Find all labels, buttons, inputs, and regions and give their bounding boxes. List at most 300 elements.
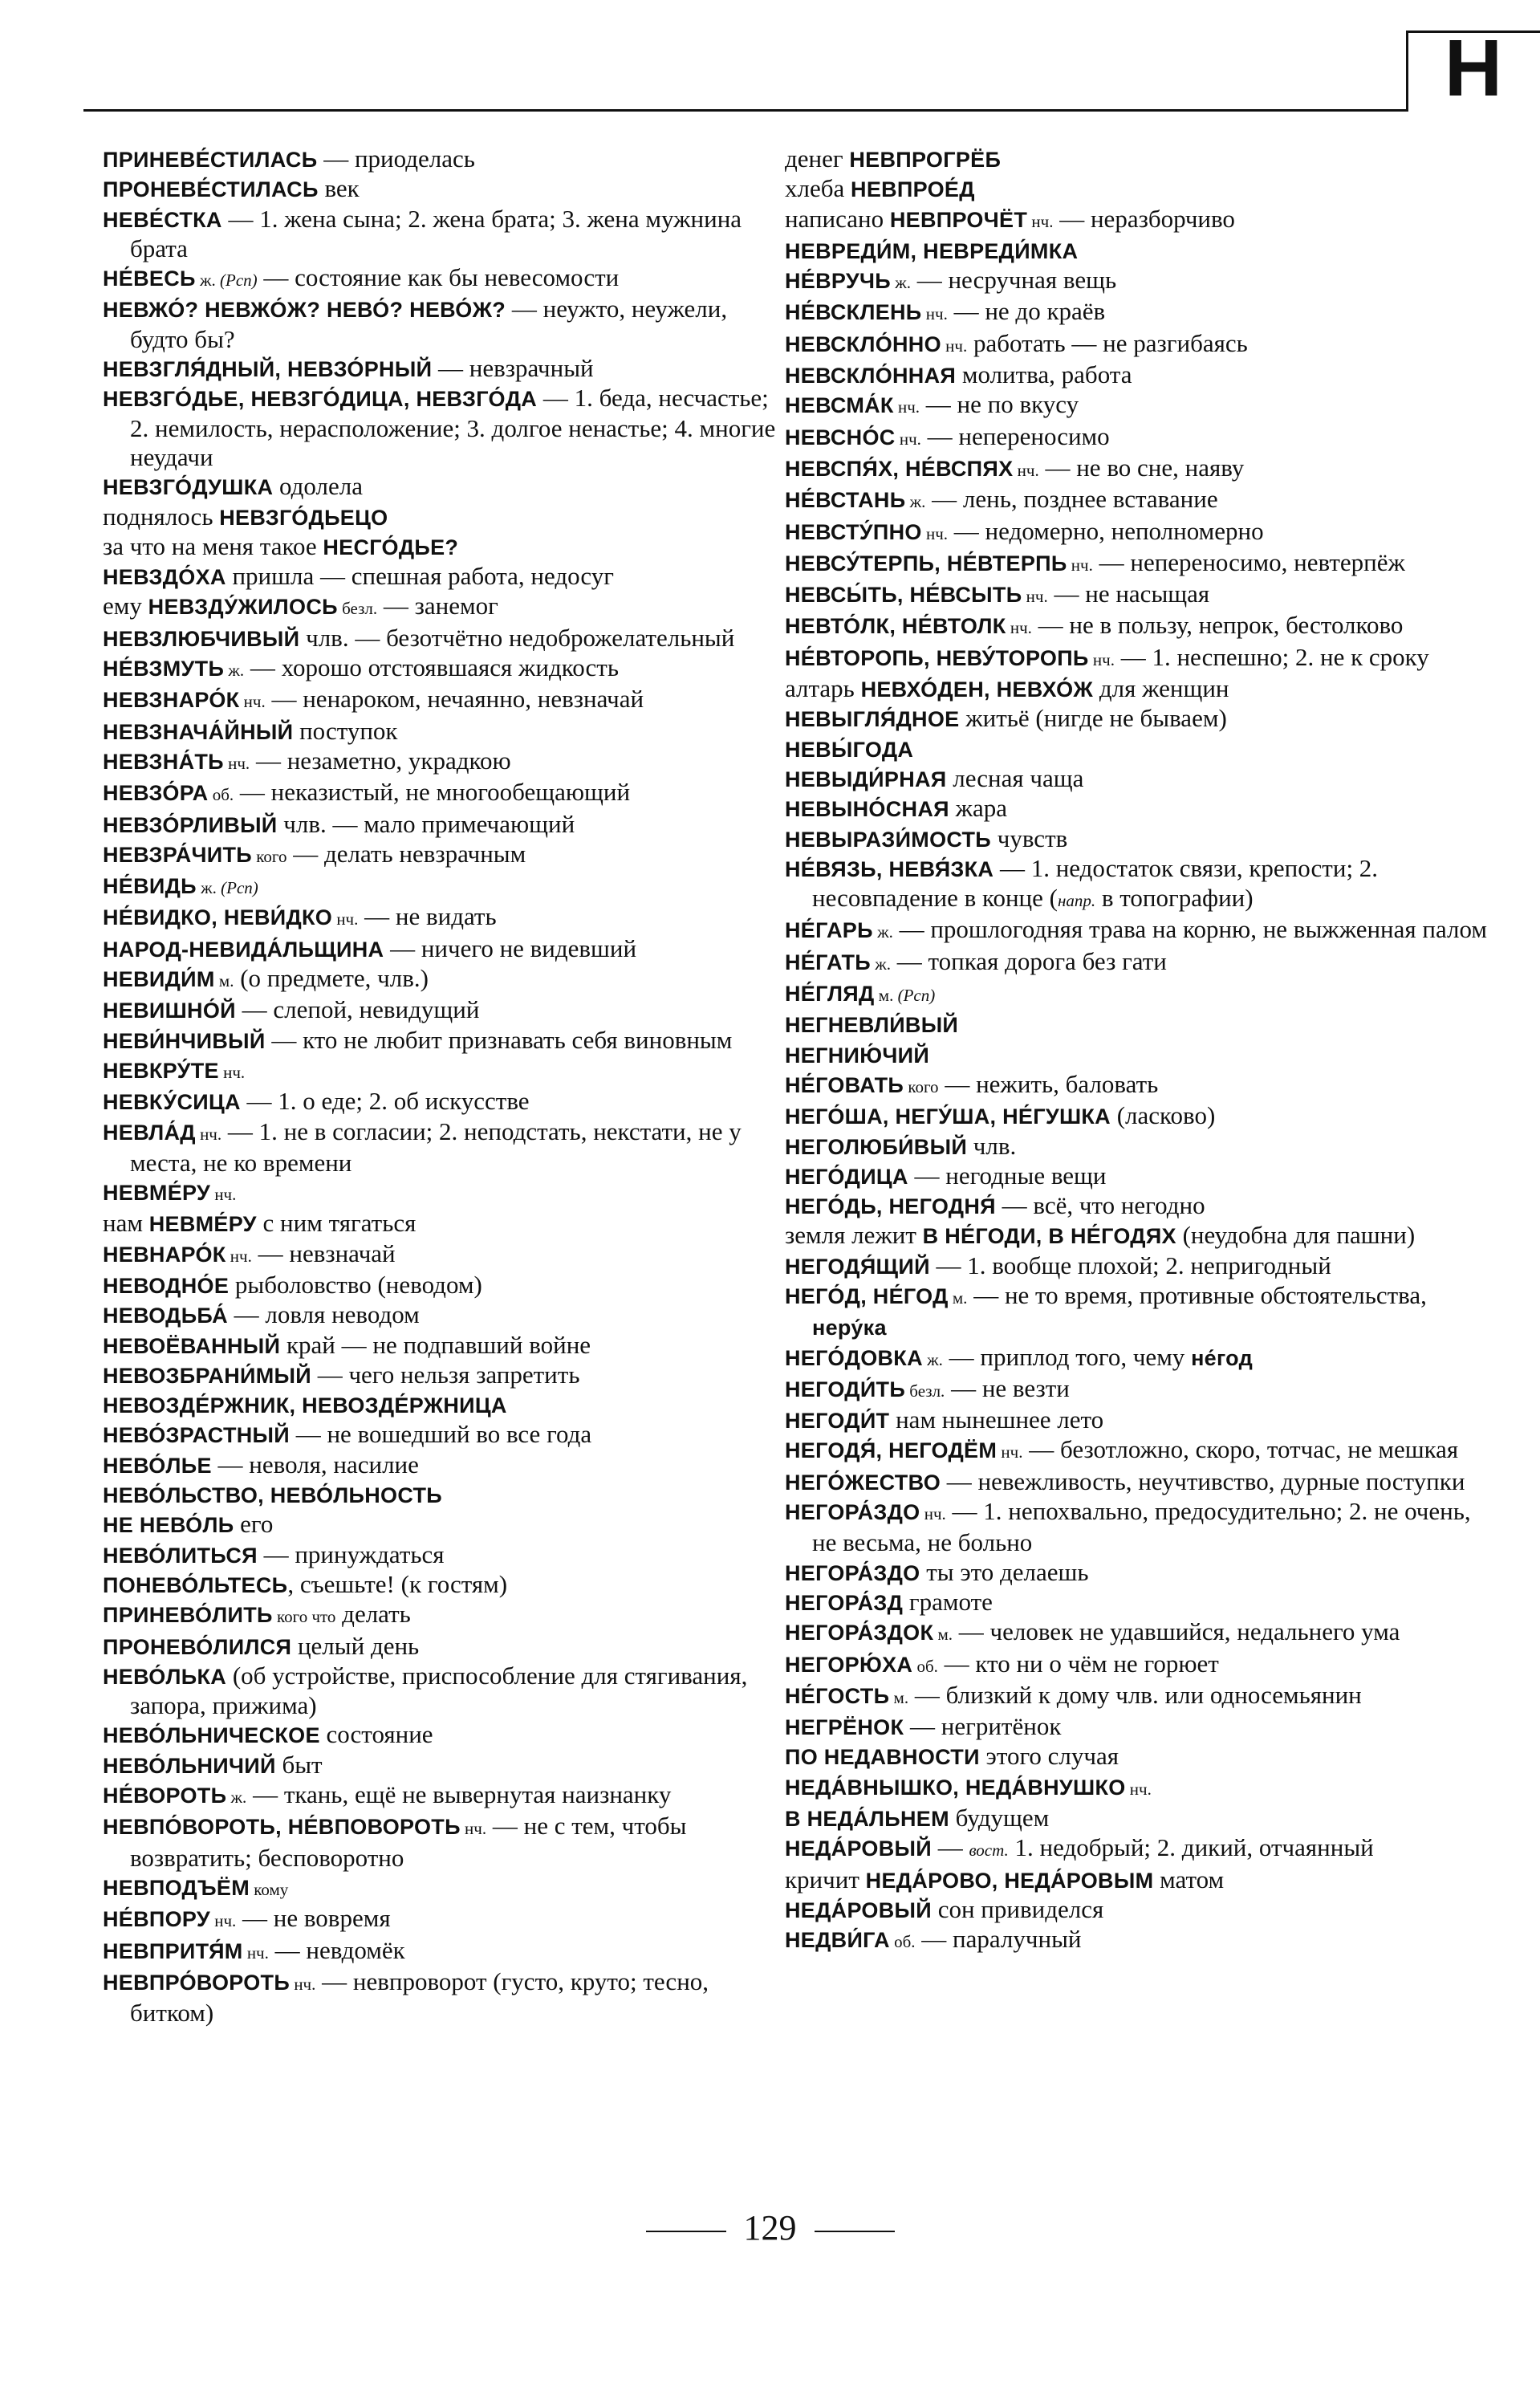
dictionary-entry bbox=[103, 1271, 777, 1300]
headword: НЕВЗО́РЛИВЫЙ bbox=[103, 812, 278, 837]
headword: НЕВОЗДЕ́РЖНИК, НЕВОЗДЕ́РЖНИЦА bbox=[103, 1393, 507, 1418]
headword: НЕВПРИТЯ́М bbox=[103, 1938, 243, 1963]
page-number: 129 bbox=[743, 2208, 797, 2247]
dictionary-entry bbox=[785, 854, 1491, 916]
headword: НЕГО́ДЬ, НЕГОДНЯ́ bbox=[785, 1194, 996, 1219]
dictionary-entry bbox=[103, 1873, 777, 1904]
dictionary-entry bbox=[103, 1300, 777, 1330]
definition-text: — неказистый, не многообещающий bbox=[234, 778, 631, 807]
dictionary-entry bbox=[785, 236, 1491, 266]
dictionary-entry bbox=[785, 454, 1491, 485]
dictionary-entry bbox=[103, 532, 777, 562]
grammar-label: нч. bbox=[1125, 1779, 1152, 1799]
right-column bbox=[785, 144, 1491, 1957]
definition-text: — нежить, баловать bbox=[938, 1069, 1159, 1098]
definition-text: одолела bbox=[273, 472, 363, 501]
definition-text: — невпроворот (густо, круто; тесно, битком) bbox=[130, 1967, 709, 2028]
headword: НЕГНЕВЛИ́ВЫЙ bbox=[785, 1013, 959, 1038]
definition-text: — не вовремя bbox=[236, 1904, 391, 1933]
definition-text: — 1. о еде; 2. об искусстве bbox=[240, 1087, 530, 1116]
dictionary-entry bbox=[103, 174, 777, 204]
definition-text: будущем bbox=[949, 1804, 1050, 1832]
grammar-label: м. bbox=[933, 1625, 953, 1645]
headword: НЕВЗНАЧА́ЙНЫЙ bbox=[103, 719, 294, 744]
headword: НЕДА́РОВЫЙ bbox=[785, 1837, 932, 1861]
dictionary-entry bbox=[103, 144, 777, 174]
definition-text: алтарь bbox=[785, 674, 861, 703]
dictionary-entry bbox=[785, 1101, 1491, 1131]
headword: НЕ́ВПОРУ bbox=[103, 1907, 210, 1932]
dictionary-entry bbox=[103, 1361, 777, 1390]
definition-text: — слепой, невидущий bbox=[235, 995, 480, 1024]
dictionary-entry bbox=[785, 517, 1491, 548]
definition-text: — ничего не видевший bbox=[384, 934, 637, 962]
grammar-label: ж. bbox=[195, 270, 216, 291]
headword: В НЕ́ГОДИ, В НЕ́ГОДЯХ bbox=[922, 1224, 1176, 1249]
headword: НЕВМЕ́РУ bbox=[103, 1181, 211, 1206]
dictionary-entry bbox=[785, 1281, 1491, 1343]
grammar-label: нч. bbox=[997, 1442, 1023, 1462]
headword: НЕВЗНАРО́К bbox=[103, 688, 240, 713]
headword: НЕВЫ́ГОДА bbox=[785, 737, 914, 762]
definition-text: — негодные вещи bbox=[908, 1161, 1107, 1190]
dictionary-entry bbox=[785, 174, 1491, 204]
definition-text: — не в пользу, непрок, бестолково bbox=[1031, 611, 1404, 640]
headword: НЕВО́ЛЬНИЧЕСКОЕ bbox=[103, 1723, 320, 1748]
definition-text: — невежливость, неучтивство, дурные поступки bbox=[941, 1466, 1465, 1495]
dictionary-entry bbox=[103, 1967, 777, 2028]
headword: НЕВЫГЛЯ́ДНОЕ bbox=[785, 707, 960, 732]
dictionary-entry bbox=[785, 266, 1491, 297]
grammar-label: ж. bbox=[905, 492, 926, 512]
headword: НЕВСКЛО́ННАЯ bbox=[785, 364, 957, 388]
headword: НЕВСНО́С bbox=[785, 425, 896, 449]
headword: НЕВЕ́СТКА bbox=[103, 207, 222, 232]
headword: НЕВЗДО́ХА bbox=[103, 565, 226, 590]
definition-text: с ним тягаться bbox=[256, 1209, 416, 1238]
headword: НЕГНИЮ́ЧИЙ bbox=[785, 1043, 930, 1068]
grammar-label: нч. bbox=[195, 1124, 222, 1144]
dictionary-entry bbox=[103, 1812, 777, 1873]
headword: НЕ́ВИДЬ bbox=[103, 874, 197, 899]
definition-text: написано bbox=[785, 204, 890, 233]
headword: ПОНЕВО́ЛЬТЕСЬ bbox=[103, 1572, 288, 1597]
headword: НЕВЫНО́СНАЯ bbox=[785, 797, 949, 822]
definition-text: хлеба bbox=[785, 174, 851, 203]
definition-text: — кто ни о чём не горюет bbox=[937, 1649, 1219, 1678]
definition-text: кричит bbox=[785, 1865, 866, 1893]
dictionary-entry bbox=[103, 1331, 777, 1361]
grammar-label: нч. bbox=[242, 1942, 269, 1963]
headword: НЕ́ВОРОТЬ bbox=[103, 1784, 227, 1808]
dictionary-entry bbox=[103, 1600, 777, 1631]
definition-text: поступок bbox=[293, 716, 398, 745]
dictionary-entry bbox=[785, 611, 1491, 642]
definition-text: — невзрачный bbox=[432, 354, 594, 383]
dictionary-entry bbox=[785, 794, 1491, 824]
headword: НЕВО́ЛЬКА bbox=[103, 1664, 227, 1689]
dictionary-entry bbox=[785, 978, 1491, 1010]
headword: НЕВЖО́? НЕВЖО́Ж? НЕВО́? НЕВО́Ж? bbox=[103, 298, 506, 323]
dictionary-entry bbox=[103, 502, 777, 532]
definition-text: — 1. жена сына; 2. жена брата; 3. жена мужнина брата bbox=[130, 204, 742, 262]
dictionary-entry bbox=[103, 1390, 777, 1420]
grammar-label: нч. bbox=[921, 523, 949, 543]
grammar-label: м. bbox=[948, 1287, 968, 1308]
definition-text: — хорошо отстоявшаяся жидкость bbox=[244, 653, 619, 682]
dictionary-entry bbox=[785, 734, 1491, 764]
source-label: (Рсп) bbox=[893, 986, 936, 1006]
grammar-label: об. bbox=[208, 785, 234, 805]
definition-text: матом bbox=[1153, 1865, 1225, 1893]
dictionary-entry bbox=[785, 1435, 1491, 1466]
definition-text: за что на меня такое bbox=[103, 531, 323, 560]
dictionary-entry bbox=[785, 205, 1491, 236]
headword: не́год bbox=[1191, 1345, 1254, 1370]
headword: ПРИНЕВО́ЛИТЬ bbox=[103, 1603, 273, 1628]
grammar-label: нч. bbox=[332, 909, 359, 929]
dictionary-entry bbox=[785, 1343, 1491, 1374]
dictionary-entry bbox=[785, 704, 1491, 734]
dictionary-entry bbox=[785, 390, 1491, 421]
definition-text: чувств bbox=[991, 824, 1068, 852]
grammar-label: нч. bbox=[226, 1246, 252, 1266]
headword: НЕВЫДИ́РНАЯ bbox=[785, 767, 947, 791]
dictionary-entry bbox=[103, 1780, 777, 1812]
dictionary-entry bbox=[785, 1405, 1491, 1435]
grammar-label: нч. bbox=[209, 1911, 237, 1931]
definition-text: — неразборчиво bbox=[1053, 204, 1235, 233]
dictionary-entry bbox=[785, 1010, 1491, 1039]
headword: НЕВРЕДИ́М, НЕВРЕДИ́МКА bbox=[785, 238, 1079, 263]
grammar-label: нч. bbox=[290, 1974, 316, 1994]
dictionary-entry bbox=[103, 778, 777, 809]
dictionary-entry bbox=[103, 995, 777, 1025]
dictionary-entry bbox=[785, 297, 1491, 328]
dictionary-entry bbox=[103, 1662, 777, 1721]
grammar-label: кого bbox=[251, 846, 287, 866]
dictionary-entry bbox=[103, 1540, 777, 1570]
headword: НЕГО́ДОВКА bbox=[785, 1345, 923, 1370]
definition-text: — принуждаться bbox=[257, 1540, 445, 1568]
headword: НЕВЗГЛЯ́ДНЫЙ, НЕВЗО́РНЫЙ bbox=[103, 357, 433, 382]
headword: НЕ́ВЯЗЬ, НЕВЯ́ЗКА bbox=[785, 856, 994, 881]
definition-text: сон привиделся bbox=[931, 1894, 1104, 1923]
grammar-label: нч. bbox=[895, 429, 921, 449]
grammar-label: м. bbox=[214, 971, 234, 991]
grammar-label: нч. bbox=[893, 397, 920, 417]
dictionary-entry bbox=[785, 1925, 1491, 1956]
definition-text: — непереносимо, невтерпёж bbox=[1092, 547, 1405, 576]
headword: НЕ́ВРУЧЬ bbox=[785, 269, 891, 294]
grammar-label: ж. bbox=[196, 878, 217, 898]
headword: НЕГО́Д, НЕ́ГОД bbox=[785, 1283, 949, 1308]
definition-text: — топкая дорога без гати bbox=[890, 946, 1167, 975]
section-letter: Н bbox=[1444, 23, 1503, 113]
headword: НЕДА́РОВО, НЕДА́РОВЫМ bbox=[865, 1868, 1154, 1893]
grammar-label: нч. bbox=[921, 304, 948, 324]
dictionary-entry bbox=[103, 592, 777, 623]
grammar-label: об. bbox=[912, 1656, 938, 1676]
definition-text: — приплод того, чему bbox=[942, 1342, 1192, 1371]
headword: НЕВИШНО́Й bbox=[103, 999, 236, 1023]
dictionary-entry bbox=[103, 1087, 777, 1117]
definition-text: состояние bbox=[319, 1720, 433, 1749]
definition-text: для женщин bbox=[1093, 674, 1229, 703]
headword: НЕВЗГО́ДЬЕЦО bbox=[219, 505, 388, 530]
dictionary-entry bbox=[785, 144, 1491, 174]
definition-text: его bbox=[234, 1510, 274, 1539]
definition-text: — непереносимо bbox=[920, 421, 1110, 450]
grammar-label: нч. bbox=[223, 753, 250, 773]
definition-text: ему bbox=[103, 592, 148, 620]
definition-text: — близкий к дому члв. или односемьянин bbox=[908, 1680, 1362, 1709]
headword: ПРОНЕВО́ЛИЛСЯ bbox=[103, 1634, 292, 1659]
headword: НЕВО́ЗРАСТНЫЙ bbox=[103, 1423, 290, 1448]
headword: ПРИНЕВЕ́СТИЛАСЬ bbox=[103, 148, 318, 172]
headword: НЕГОДЯ́, НЕГОДЁМ bbox=[785, 1438, 998, 1463]
headword: НЕВЫРАЗИ́МОСТЬ bbox=[785, 827, 992, 852]
definition-text: земля лежит bbox=[785, 1221, 923, 1250]
definition-text: молитва, работа bbox=[956, 360, 1132, 389]
definition-text: — несручная вещь bbox=[910, 266, 1117, 295]
headword: НЕВО́ЛИТЬСЯ bbox=[103, 1543, 258, 1568]
dictionary-entry bbox=[785, 1374, 1491, 1405]
definition-text: пришла — спешная работа, недосуг bbox=[226, 562, 614, 591]
dictionary-entry bbox=[103, 1720, 777, 1750]
definition-text: — не насыщая bbox=[1047, 580, 1210, 608]
headword: НЕВЗО́РА bbox=[103, 781, 209, 806]
dictionary-entry bbox=[103, 717, 777, 746]
definition-text: ты это делаешь bbox=[920, 1557, 1089, 1586]
definition-text: — прошлогодняя трава на корню, не выжженная палом bbox=[892, 915, 1488, 944]
headword: НЕВПРОЕ́Д bbox=[851, 177, 975, 202]
headword: НЕВЗНА́ТЬ bbox=[103, 749, 224, 774]
source-label: (Рсп) bbox=[215, 270, 258, 291]
dictionary-entry bbox=[785, 1772, 1491, 1804]
headword: НЕГРЁНОК bbox=[785, 1715, 904, 1740]
headword: НЕВКУ́СИЦА bbox=[103, 1090, 241, 1115]
grammar-label: об. bbox=[889, 1932, 916, 1952]
definition-text: (об устройстве, приспособление для стягивания, запора, прижима) bbox=[130, 1661, 748, 1720]
headword: НЕВОДНО́Е bbox=[103, 1273, 230, 1298]
left-column bbox=[103, 144, 777, 2028]
headword: В НЕДА́ЛЬНЕМ bbox=[785, 1807, 949, 1832]
dictionary-entry bbox=[785, 548, 1491, 580]
headword: НЕ́ВЕСЬ bbox=[103, 266, 196, 291]
dictionary-entry bbox=[103, 1510, 777, 1540]
dictionary-entry bbox=[785, 764, 1491, 794]
definition-text: — ткань, ещё не вывернутая наизнанку bbox=[246, 1780, 672, 1809]
headword: НЕВСУ́ТЕРПЬ, НЕ́ВТЕРПЬ bbox=[785, 551, 1067, 576]
definition-text: — 1. неспешно; 2. не к сроку bbox=[1114, 642, 1429, 671]
dictionary-entry bbox=[785, 485, 1491, 516]
headword: НЕВМЕ́РУ bbox=[148, 1212, 257, 1237]
definition-text: край — не подпавший войне bbox=[280, 1330, 591, 1359]
headword: НЕДВИ́ГА bbox=[785, 1928, 890, 1953]
headword: НЕВОДЬБА́ bbox=[103, 1304, 228, 1328]
dictionary-entry bbox=[785, 1742, 1491, 1771]
headword: НЕГОДЯ́ЩИЙ bbox=[785, 1254, 930, 1279]
headword: НЕДА́РОВЫЙ bbox=[785, 1898, 932, 1922]
dictionary-entry bbox=[785, 643, 1491, 674]
dictionary-entry bbox=[785, 947, 1491, 978]
dictionary-entry bbox=[785, 1588, 1491, 1617]
grammar-label: нч. bbox=[1022, 587, 1048, 607]
grammar-label: безл. bbox=[337, 599, 378, 619]
grammar-label: нч. bbox=[1067, 555, 1093, 575]
dictionary-entry bbox=[103, 562, 777, 592]
headword: НЕГО́ША, НЕГУ́ША, НЕ́ГУШКА bbox=[785, 1104, 1111, 1129]
definition-text: (неудобна для пашни) bbox=[1176, 1221, 1416, 1250]
grammar-label: нч. bbox=[460, 1819, 487, 1839]
definition-text: — недомерно, неполномерно bbox=[948, 516, 1264, 545]
definition-text: денег bbox=[785, 144, 850, 173]
headword: НЕГО́ДИЦА bbox=[785, 1164, 908, 1189]
definition-text: — кто не любит признавать себя виновным bbox=[265, 1025, 733, 1054]
definition-text: — 1. не в согласии; 2. неподстать, некстати, не у места, не ко времени bbox=[130, 1117, 742, 1177]
dictionary-entry bbox=[785, 1497, 1491, 1558]
definition-text: этого случая bbox=[979, 1742, 1119, 1771]
headword: НЕГОРЮ́ХА bbox=[785, 1652, 913, 1677]
source-label: напр. bbox=[1057, 891, 1096, 911]
definition-text: — неужто, неужели, будто бы? bbox=[130, 295, 728, 353]
headword: НЕВТО́ЛК, НЕ́ВТОЛК bbox=[785, 614, 1006, 639]
dictionary-entry bbox=[785, 1221, 1491, 1251]
definition-text: члв. bbox=[967, 1131, 1017, 1160]
dictionary-entry bbox=[785, 1040, 1491, 1070]
source-label: (Рсп) bbox=[216, 878, 258, 898]
dictionary-entry bbox=[103, 205, 777, 264]
grammar-label: ж. bbox=[922, 1349, 943, 1369]
headword: НЕГОРА́ЗДО bbox=[785, 1500, 920, 1525]
headword: НЕДА́ВНЫШКО, НЕДА́ВНУШКО bbox=[785, 1775, 1126, 1800]
definition-text: — не вошедший во все года bbox=[289, 1420, 592, 1449]
headword: НЕВОЁВАННЫЙ bbox=[103, 1333, 281, 1358]
definition-text: — паралучный bbox=[915, 1925, 1082, 1954]
definition-text: (ласково) bbox=[1110, 1101, 1216, 1130]
headword: НЕВОЗБРАНИ́МЫЙ bbox=[103, 1363, 311, 1388]
dictionary-entry bbox=[103, 685, 777, 716]
headword: НЕ́ГАРЬ bbox=[785, 918, 873, 943]
dictionary-entry bbox=[785, 1804, 1491, 1833]
footer-dash-right bbox=[815, 2231, 895, 2232]
headword: НЕВО́ЛЬЕ bbox=[103, 1453, 212, 1478]
dictionary-entry bbox=[103, 1209, 777, 1239]
definition-text: — занемог bbox=[377, 592, 498, 620]
footer-dash-left bbox=[646, 2231, 726, 2232]
headword: НЕСГО́ДЬЕ? bbox=[323, 535, 459, 559]
headword: НЕВПОДЪЁМ bbox=[103, 1875, 250, 1900]
dictionary-entry bbox=[103, 1904, 777, 1935]
headword: НЕВПРОГРЁБ bbox=[849, 148, 1002, 172]
headword: НЕВЗГО́ДЬЕ, НЕВЗГО́ДИЦА, НЕВЗГО́ДА bbox=[103, 387, 538, 412]
definition-text: век bbox=[318, 174, 360, 203]
definition-text: грамоте bbox=[903, 1587, 993, 1616]
definition-text: — 1. беда, несчастье; 2. немилость, нерасположение; 3. долгое ненастье; 4. многие неудачи bbox=[130, 384, 776, 471]
headword: НЕВСЫ́ТЬ, НЕ́ВСЫТЬ bbox=[785, 583, 1022, 608]
headword: НЕВСПЯ́Х, НЕ́ВСПЯХ bbox=[785, 456, 1014, 481]
dictionary-entry bbox=[103, 384, 777, 472]
dictionary-entry bbox=[785, 1712, 1491, 1742]
grammar-label: безл. bbox=[905, 1381, 945, 1401]
dictionary-entry bbox=[103, 1480, 777, 1510]
definition-text: — ненароком, нечаянно, невзначай bbox=[265, 685, 644, 714]
dictionary-entry bbox=[785, 1251, 1491, 1281]
headword: НЕВЗДУ́ЖИЛОСЬ bbox=[148, 595, 338, 620]
headword: неру́ка bbox=[812, 1316, 887, 1340]
headword: НЕВЗЛЮБЧИВЫЙ bbox=[103, 626, 300, 651]
grammar-label: нч. bbox=[1013, 460, 1039, 480]
grammar-label: кого bbox=[904, 1076, 939, 1096]
headword: ПО НЕДАВНОСТИ bbox=[785, 1745, 980, 1770]
dictionary-entry bbox=[103, 746, 777, 778]
grammar-label: нч. bbox=[218, 1062, 246, 1082]
headword: НЕ́ВСКЛЕНЬ bbox=[785, 300, 922, 325]
dictionary-entry bbox=[103, 472, 777, 502]
definition-text: члв. — мало примечающий bbox=[277, 809, 575, 838]
headword: НЕВО́ЛЬСТВО, НЕВО́ЛЬНОСТЬ bbox=[103, 1483, 442, 1508]
dictionary-entry bbox=[103, 1751, 777, 1780]
headword: НЕВНАРО́К bbox=[103, 1242, 226, 1267]
dictionary-entry bbox=[785, 1467, 1491, 1497]
definition-text: — всё, что негодно bbox=[995, 1191, 1205, 1220]
dictionary-entry bbox=[785, 1070, 1491, 1101]
headword: НЕ́ГОВАТЬ bbox=[785, 1072, 904, 1097]
headword: НЕВХО́ДЕН, НЕВХО́Ж bbox=[860, 677, 1094, 702]
dictionary-entry bbox=[785, 915, 1491, 946]
headword: НЕВЛА́Д bbox=[103, 1120, 196, 1145]
headword: ПРОНЕВЕ́СТИЛАСЬ bbox=[103, 177, 319, 202]
dictionary-entry bbox=[785, 824, 1491, 854]
definition-text: — не с тем, чтобы возвратить; бесповоротно bbox=[130, 1812, 687, 1872]
headword: НЕГОДИ́ТЬ bbox=[785, 1377, 906, 1401]
definition-text: рыболовство (неводом) bbox=[229, 1270, 482, 1299]
headword: НЕГОДИ́Т bbox=[785, 1409, 890, 1434]
headword: НЕВПРОЧЁТ bbox=[889, 207, 1028, 232]
definition-text: , съешьте! (к гостям) bbox=[287, 1569, 508, 1598]
dictionary-entry bbox=[785, 674, 1491, 704]
dictionary-entry bbox=[103, 624, 777, 653]
definition-text: члв. — безотчётно недоброжелательный bbox=[299, 623, 735, 652]
dictionary-entry bbox=[103, 1056, 777, 1087]
dictionary-entry bbox=[103, 1450, 777, 1480]
dictionary-entry bbox=[785, 329, 1491, 360]
headword: НЕВКРУ́ТЕ bbox=[103, 1058, 219, 1083]
definition-text: — не во сне, наяву bbox=[1038, 453, 1245, 482]
definition-text: целый день bbox=[291, 1631, 420, 1660]
headword: НЕВСМА́К bbox=[785, 393, 894, 418]
headword: НЕГОРА́ЗД bbox=[785, 1590, 904, 1615]
definition-text: жара bbox=[949, 794, 1008, 823]
grammar-label: нч. bbox=[210, 1185, 237, 1205]
dictionary-entry bbox=[103, 840, 777, 871]
dictionary-entry bbox=[785, 1895, 1491, 1925]
definition-text: — не до краёв bbox=[947, 297, 1106, 326]
headword: НЕ́ВТОРОПЬ, НЕВУ́ТОРОПЬ bbox=[785, 645, 1089, 670]
dictionary-entry bbox=[785, 580, 1491, 611]
dictionary-entry bbox=[103, 1117, 777, 1178]
definition-text: — не по вкусу bbox=[920, 390, 1079, 419]
source-label: вост. bbox=[969, 1841, 1009, 1861]
dictionary-entry bbox=[785, 422, 1491, 454]
headword: НЕГО́ЖЕСТВО bbox=[785, 1470, 941, 1495]
headword: НЕВО́ЛЬНИЧИЙ bbox=[103, 1753, 276, 1778]
dictionary-entry bbox=[785, 1161, 1491, 1191]
grammar-label: нч. bbox=[1006, 618, 1032, 638]
definition-text: — 1. вообще плохой; 2. непригодный bbox=[929, 1251, 1331, 1279]
definition-text: — 1. недостаток связи, крепости; 2. несовпадение в конце ( bbox=[812, 853, 1379, 913]
